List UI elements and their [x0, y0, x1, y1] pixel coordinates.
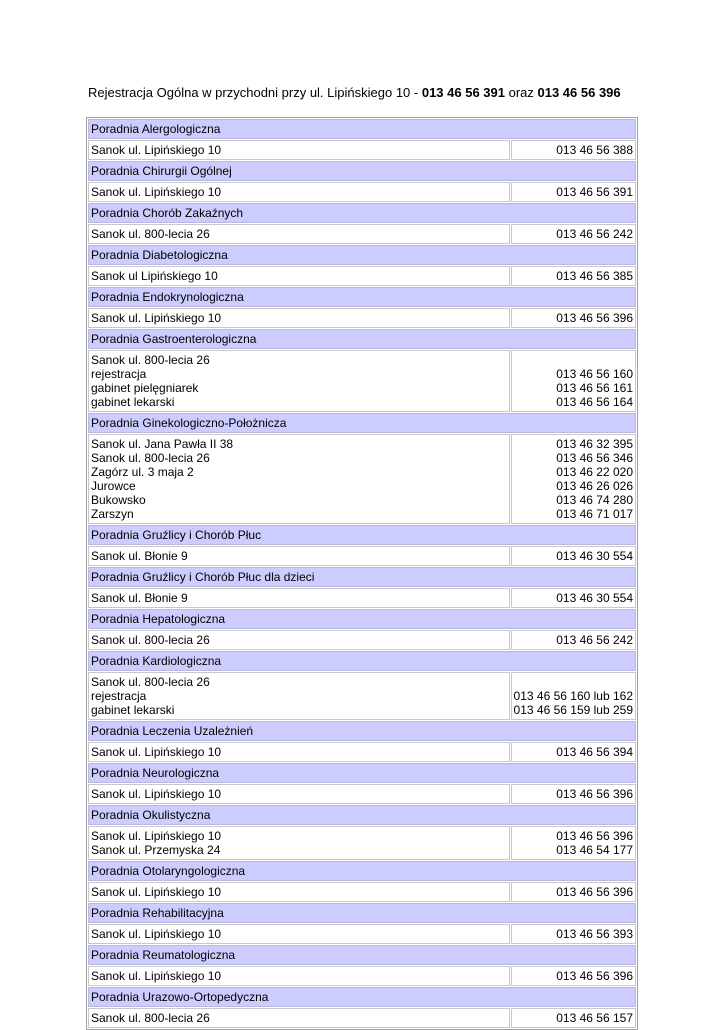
clinic-address-cell: [88, 882, 510, 902]
address-line: Sanok ul. Lipińskiego 10: [91, 745, 222, 759]
clinic-phone-cell: [511, 224, 636, 244]
clinic-name: Poradnia Ginekologiczno-Położnicza: [88, 413, 636, 433]
clinic-entry-row: [88, 784, 636, 804]
phone-number: 013 46 56 160: [556, 367, 633, 381]
clinic-header-row: [88, 903, 636, 923]
phone-number: 013 46 56 157: [556, 1011, 633, 1025]
clinic-phone-cell: [511, 434, 636, 524]
address-line: Sanok ul. Lipińskiego 10: [91, 787, 222, 801]
address-line: rejestracja: [91, 689, 147, 703]
phone-number: 013 46 56 396: [556, 969, 633, 983]
clinic-phone-cell: [511, 350, 636, 412]
address-line: Sanok ul. Lipińskiego 10: [91, 143, 222, 157]
address-line: Sanok ul Lipińskiego 10: [91, 269, 218, 283]
clinic-name: Poradnia Diabetologiczna: [88, 245, 636, 265]
clinic-name: Poradnia Gruźlicy i Chorób Płuc: [88, 525, 636, 545]
clinic-address-cell: [88, 182, 510, 202]
address-line: Zagórz ul. 3 maja 2: [91, 465, 194, 479]
clinic-entry-row: [88, 266, 636, 286]
address-line: Sanok ul. Lipińskiego 10: [91, 969, 222, 983]
clinic-address-cell: [88, 742, 510, 762]
address-line: Zarszyn: [91, 507, 134, 521]
clinic-address-cell: [88, 434, 510, 524]
clinic-header-row: [88, 763, 636, 783]
clinic-name: Poradnia Urazowo-Ortopedyczna: [88, 987, 636, 1007]
phone-number: 013 46 56 385: [556, 269, 633, 283]
clinic-name: Poradnia Chorób Zakaźnych: [88, 203, 636, 223]
clinic-name: Poradnia Reumatologiczna: [88, 945, 636, 965]
address-line: Sanok ul. 800-lecia 26: [91, 451, 210, 465]
clinic-header-row: [88, 861, 636, 881]
clinic-phone-cell: [511, 1008, 636, 1028]
phone-number: 013 46 56 164: [556, 395, 633, 409]
phone-number: 013 46 22 020: [556, 465, 633, 479]
clinic-phone-cell: [511, 140, 636, 160]
phone-number: 013 46 54 177: [556, 843, 633, 857]
clinic-entry-row: [88, 882, 636, 902]
address-line: Sanok ul. 800-lecia 26: [91, 1011, 210, 1025]
clinic-phone-cell: [511, 672, 636, 720]
phone-number: 013 46 56 160 lub 162: [513, 689, 633, 703]
clinic-entry-row: [88, 630, 636, 650]
clinic-phone-cell: [511, 882, 636, 902]
clinic-address-cell: [88, 140, 510, 160]
address-line: Sanok ul. Przemyska 24: [91, 843, 221, 857]
clinic-entry-row: [88, 672, 636, 720]
clinic-address-cell: [88, 1008, 510, 1028]
phone-number: 013 46 56 388: [556, 143, 633, 157]
address-line: Sanok ul. 800-lecia 26: [91, 227, 210, 241]
heading-prefix: Rejestracja Ogólna w przychodni przy ul. Lipińskiego 10 -: [88, 85, 422, 100]
clinic-header-row: [88, 987, 636, 1007]
clinic-phone-cell: [511, 742, 636, 762]
clinic-address-cell: [88, 630, 510, 650]
address-line: Sanok ul. Jana Pawła II 38: [91, 437, 234, 451]
address-line: gabinet lekarski: [91, 395, 175, 409]
clinic-address-cell: [88, 588, 510, 608]
clinic-name: Poradnia Leczenia Uzależnień: [88, 721, 636, 741]
clinic-name: Poradnia Gastroenterologiczna: [88, 329, 636, 349]
clinic-name: Poradnia Hepatologiczna: [88, 609, 636, 629]
address-line: gabinet pielęgniarek: [91, 381, 199, 395]
clinic-header-row: [88, 651, 636, 671]
clinic-phone-cell: [511, 784, 636, 804]
clinic-address-cell: [88, 266, 510, 286]
clinic-entry-row: [88, 966, 636, 986]
clinic-phone-cell: [511, 308, 636, 328]
clinic-header-row: [88, 287, 636, 307]
address-line: Sanok ul. 800-lecia 26: [91, 633, 210, 647]
address-line: Sanok ul. 800-lecia 26: [91, 353, 210, 367]
clinic-address-cell: [88, 350, 510, 412]
clinic-name: Poradnia Gruźlicy i Chorób Płuc dla dzieci: [88, 567, 636, 587]
address-line: Sanok ul. Lipińskiego 10: [91, 885, 222, 899]
clinic-entry-row: [88, 924, 636, 944]
phone-number: 013 46 56 396: [556, 311, 633, 325]
phone-number: 013 46 56 396: [556, 885, 633, 899]
clinic-header-row: [88, 329, 636, 349]
clinic-phone-cell: [511, 182, 636, 202]
clinic-phone-cell: [511, 630, 636, 650]
heading-phone-2: 013 46 56 396: [537, 85, 621, 100]
clinic-header-row: [88, 245, 636, 265]
clinic-entry-row: [88, 434, 636, 524]
phone-number: 013 46 56 242: [556, 633, 633, 647]
clinic-entry-row: [88, 308, 636, 328]
address-line: rejestracja: [91, 367, 147, 381]
phone-number: 013 46 56 161: [556, 381, 633, 395]
phone-number: 013 46 56 393: [556, 927, 633, 941]
address-line: Sanok ul. Lipińskiego 10: [91, 185, 222, 199]
clinic-phone-cell: [511, 966, 636, 986]
heading-connector: oraz: [504, 85, 538, 100]
clinic-entry-row: [88, 224, 636, 244]
clinic-entry-row: [88, 546, 636, 566]
clinic-name: Poradnia Alergologiczna: [88, 119, 636, 139]
clinic-phone-cell: [511, 588, 636, 608]
clinic-entry-row: [88, 140, 636, 160]
clinic-header-row: [88, 567, 636, 587]
clinic-name: Poradnia Rehabilitacyjna: [88, 903, 636, 923]
clinic-address-cell: [88, 546, 510, 566]
clinic-address-cell: [88, 224, 510, 244]
phone-number: 013 46 74 280: [556, 493, 633, 507]
clinics-table: [86, 117, 638, 1030]
address-line: Sanok ul. 800-lecia 26: [91, 675, 210, 689]
clinic-phone-cell: [511, 826, 636, 860]
clinic-name: Poradnia Endokrynologiczna: [88, 287, 636, 307]
clinics-table-body: [88, 119, 636, 1028]
clinic-entry-row: [88, 826, 636, 860]
clinic-name: Poradnia Okulistyczna: [88, 805, 636, 825]
heading-phone-1: 013 46 56 391: [421, 85, 505, 100]
clinic-header-row: [88, 609, 636, 629]
clinic-entry-row: [88, 742, 636, 762]
phone-number: 013 46 56 391: [556, 185, 633, 199]
address-line: gabinet lekarski: [91, 703, 175, 717]
clinic-address-cell: [88, 826, 510, 860]
phone-number: 013 46 56 159 lub 259: [513, 703, 633, 717]
address-line: Sanok ul. Lipińskiego 10: [91, 927, 222, 941]
phone-number: 013 46 56 396: [556, 829, 633, 843]
clinic-header-row: [88, 413, 636, 433]
clinic-name: Poradnia Chirurgii Ogólnej: [88, 161, 636, 181]
clinic-header-row: [88, 805, 636, 825]
page-heading: [88, 85, 648, 101]
address-line: Sanok ul. Błonie 9: [91, 591, 188, 605]
address-line: Bukowsko: [91, 493, 146, 507]
clinic-entry-row: [88, 1008, 636, 1028]
clinic-header-row: [88, 161, 636, 181]
phone-number: 013 46 26 026: [556, 479, 633, 493]
clinic-header-row: [88, 945, 636, 965]
clinic-address-cell: [88, 308, 510, 328]
clinic-phone-cell: [511, 924, 636, 944]
phone-number: 013 46 56 396: [556, 787, 633, 801]
clinic-header-row: [88, 203, 636, 223]
address-line: Jurowce: [91, 479, 136, 493]
phone-number: 013 46 32 395: [556, 437, 633, 451]
clinic-header-row: [88, 119, 636, 139]
phone-number: 013 46 30 554: [556, 549, 633, 563]
phone-number: 013 46 71 017: [556, 507, 633, 521]
clinic-name: Poradnia Neurologiczna: [88, 763, 636, 783]
clinic-name: Poradnia Kardiologiczna: [88, 651, 636, 671]
clinic-entry-row: [88, 350, 636, 412]
phone-number: 013 46 56 346: [556, 451, 633, 465]
clinic-address-cell: [88, 672, 510, 720]
clinic-phone-cell: [511, 266, 636, 286]
clinic-address-cell: [88, 784, 510, 804]
clinic-name: Poradnia Otolaryngologiczna: [88, 861, 636, 881]
clinic-entry-row: [88, 588, 636, 608]
clinic-header-row: [88, 721, 636, 741]
address-line: Sanok ul. Błonie 9: [91, 549, 188, 563]
clinic-phone-cell: [511, 546, 636, 566]
clinic-header-row: [88, 525, 636, 545]
clinic-entry-row: [88, 182, 636, 202]
clinic-address-cell: [88, 966, 510, 986]
clinic-address-cell: [88, 924, 510, 944]
phone-number: 013 46 30 554: [556, 591, 633, 605]
phone-number: 013 46 56 242: [556, 227, 633, 241]
phone-number: 013 46 56 394: [556, 745, 633, 759]
address-line: Sanok ul. Lipińskiego 10: [91, 829, 222, 843]
address-line: Sanok ul. Lipińskiego 10: [91, 311, 222, 325]
